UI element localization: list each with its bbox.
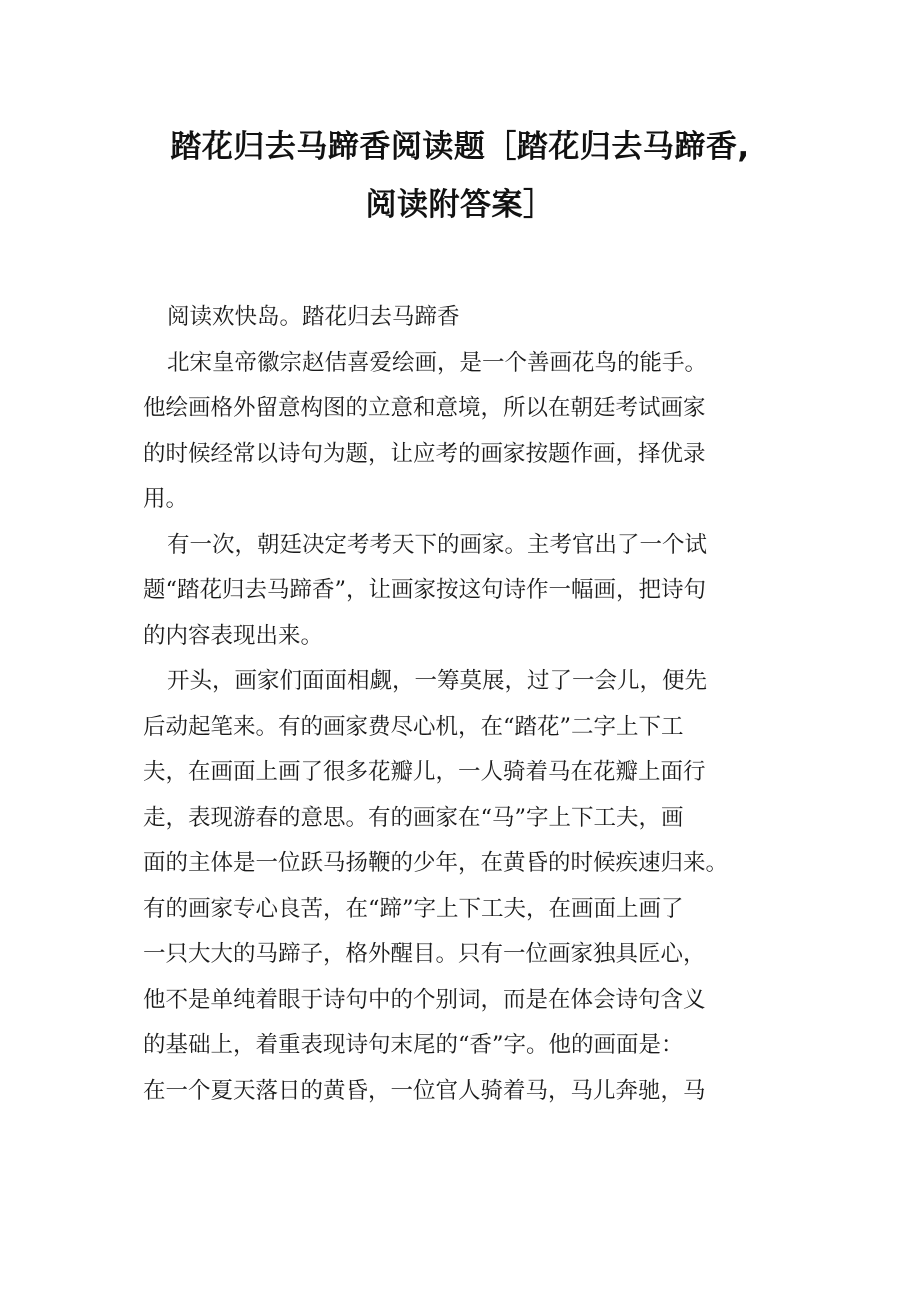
title-line: 阅读附答案］ [365,187,555,223]
body-line: 后动起笔来。有的画家费尽心机，在“踏花”二字上下工 [143,713,684,740]
body-line: 夫，在画面上画了很多花瓣儿，一人骑着马在花瓣上面行 [143,759,706,785]
body-line: 用。 [143,486,189,512]
body-line: 面的主体是一位跃马扬鞭的少年，在黄昏的时候疾速归来。 [143,850,729,876]
body-line: 一只大大的马蹄子，格外醒目。只有一位画家独具匠心， [143,941,706,967]
body-line: 走，表现游春的意思。有的画家在“马”字上下工夫，画 [143,804,684,831]
title-line: 踏花归去马蹄香阅读题［踏花归去马蹄香, [170,129,750,165]
body-line: 题“踏花归去马蹄香”，让画家按这句诗作一幅画，把诗句 [143,577,707,603]
body-line: 开头，画家们面面相觑，一筹莫展，过了一会儿，便先 [167,668,708,694]
body-line: 有的画家专心良苦，在“蹄”字上下工夫，在画面上画了 [143,895,684,922]
document-title [110,118,810,234]
body-line: 在一个夏天落日的黄昏，一位官人骑着马，马儿奔驰，马 [143,1077,706,1104]
document-body [143,295,773,1114]
body-line: 的基础上，着重表现诗句末尾的“香”字。他的画面是： [143,1032,684,1058]
body-line: 他不是单纯着眼于诗句中的个别词，而是在体会诗句含义 [143,986,706,1013]
body-line: 阅读欢快岛。踏花归去马蹄香 [167,304,460,330]
body-line: 有一次，朝廷决定考考天下的画家。主考官出了一个试 [167,531,708,558]
body-line: 的内容表现出来。 [143,622,324,649]
body-line: 北宋皇帝徽宗赵佶喜爱绘画，是一个善画花鸟的能手。 [167,349,708,376]
body-line: 的时候经常以诗句为题，让应考的画家按题作画，择优录 [143,440,706,467]
body-line: 他绘画格外留意构图的立意和意境，所以在朝廷考试画家 [143,395,706,421]
